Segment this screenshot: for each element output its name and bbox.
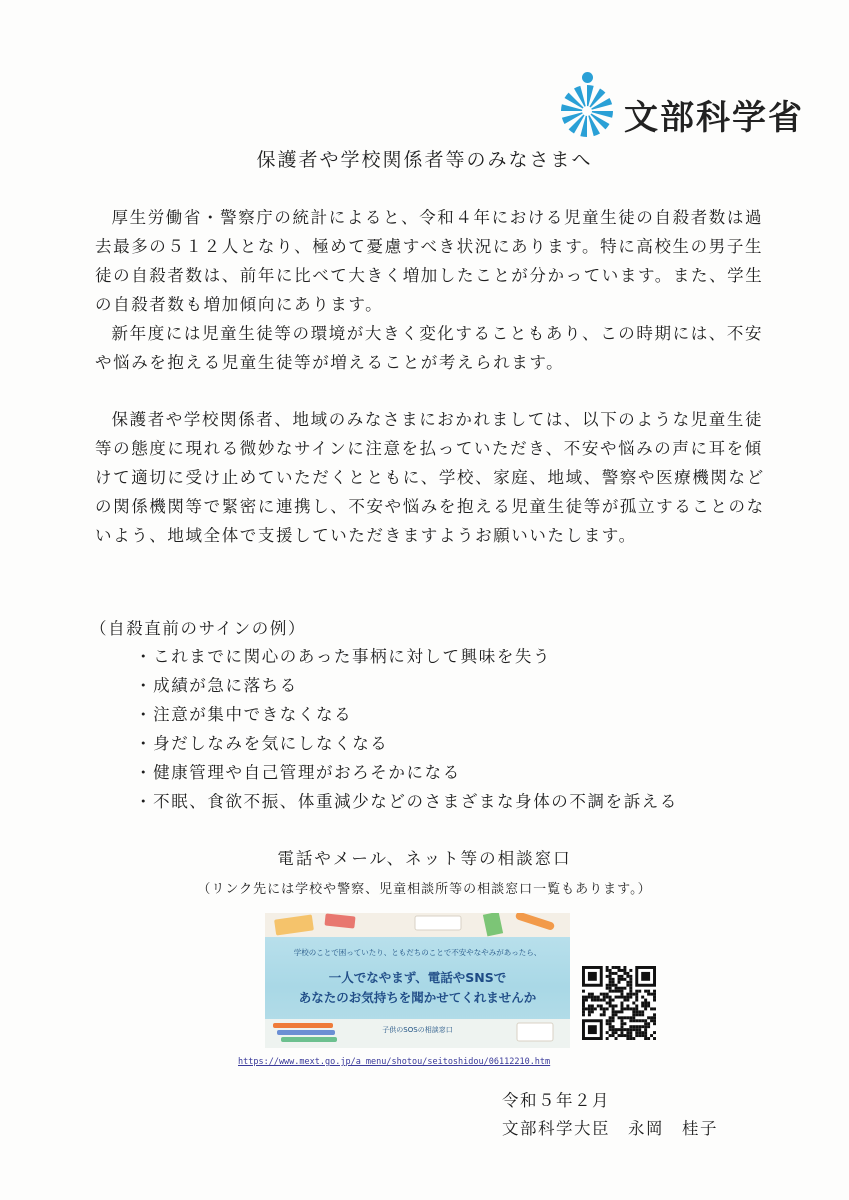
banner-headline-1: 一人でなやまず、電話やSNSで <box>328 970 507 985</box>
signs-heading: （自殺直前のサインの例） <box>90 619 307 638</box>
contact-note: （リンク先には学校や警察、児童相談所等の相談窓口一覧もあります。） <box>197 882 652 897</box>
consultation-link[interactable]: https://www.mext.go.jp/a_menu/shotou/seitoshidou/06112210.htm <box>238 1057 551 1067</box>
logo-text: 文部科学省 <box>624 98 804 138</box>
logo-dot <box>582 72 593 83</box>
list-item: ・身だしなみを気にしなくなる <box>135 734 389 753</box>
mext-logo <box>560 70 804 140</box>
list-item: ・健康管理や自己管理がおろそかになる <box>135 763 461 782</box>
consultation-banner[interactable] <box>265 913 570 1048</box>
contact-heading: 電話やメール、ネット等の相談窓口 <box>277 849 572 868</box>
signs-list <box>135 642 678 816</box>
list-item: ・これまでに関心のあった事柄に対して興味を失う <box>135 647 552 666</box>
list-item: ・成績が急に落ちる <box>135 676 298 695</box>
signer-name: 文部科学大臣 永岡 桂子 <box>502 1119 718 1138</box>
intro-paragraph: 厚生労働省・警察庁の統計によると、令和４年における児童生徒の自殺者数は過去最多の５１２人となり、極めて憂慮すべき状況にあります。特に高校生の男子生徒の自殺者数は、前年に比べて大きく増加したことが分かっています。また、学生の自殺者数も増加傾向にあります。 <box>95 208 764 314</box>
intro-paragraph: 新年度には児童生徒等の環境が大きく変化することもあり、この時期には、不安や悩みを抱える児童生徒等が増えることが考えられます。 <box>95 324 764 372</box>
banner-top-line: 学校のことで困っていたり、ともだちのことで不安やなやみがあったら、 <box>293 948 542 957</box>
page-title: 保護者や学校関係者等のみなさまへ <box>256 149 593 171</box>
request-section <box>95 405 765 550</box>
list-item: ・注意が集中できなくなる <box>135 705 353 724</box>
qr-code-icon[interactable] <box>582 966 656 1040</box>
mext-emblem-icon <box>560 84 614 138</box>
intro-section <box>95 203 765 377</box>
request-paragraph: 保護者や学校関係者、地域のみなさまにおかれましては、以下のような児童生徒等の態度に現れる微妙なサインに注意を払っていただき、不安や悩みの声に耳を傾けて適切に受け止めていただくとともに、学校、家庭、地域、警察や医療機関などの関係機関等で緊密に連携し、不安や悩みを抱える児童生徒等が孤立することのないよう、地域全体で支援していただきますようお願いいたします。 <box>95 410 765 545</box>
banner-headline-2: あなたのお気持ちを聞かせてくれませんか <box>298 990 537 1005</box>
banner-bottom-line: 子供のSOSの相談窓口 <box>382 1026 453 1034</box>
list-item: ・不眠、食欲不振、体重減少などのさまざまな身体の不調を訴える <box>135 792 678 811</box>
issue-date: 令和５年２月 <box>502 1091 610 1110</box>
